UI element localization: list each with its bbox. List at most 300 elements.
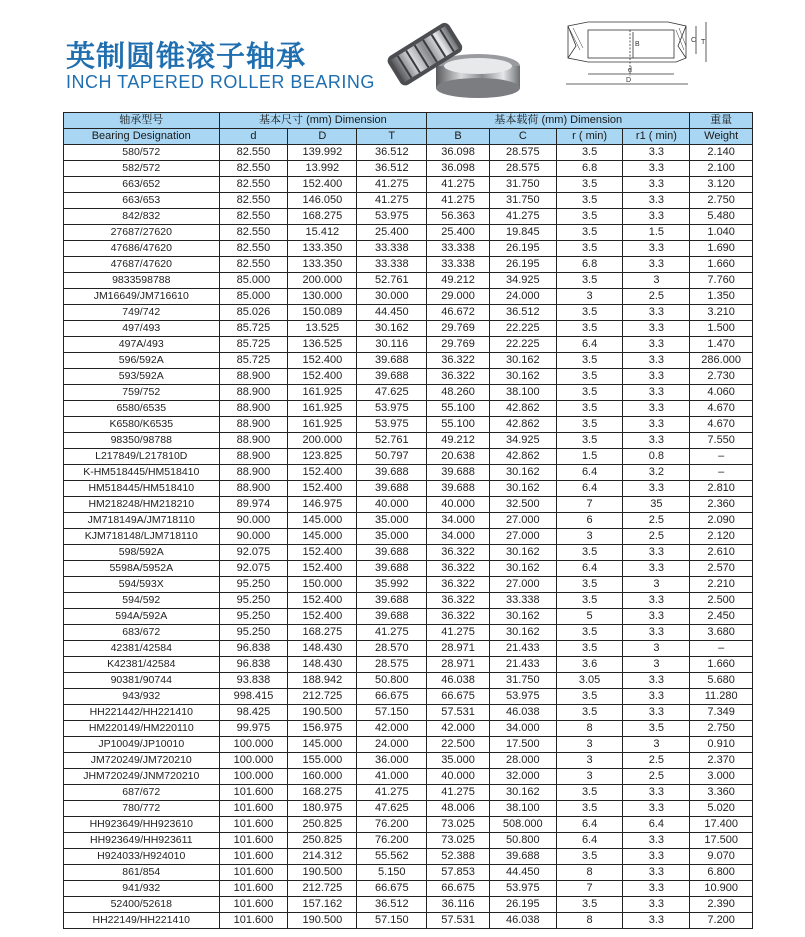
cell-designation: 687/672 xyxy=(64,785,220,801)
cell-C: 28.575 xyxy=(489,145,556,161)
cell-d: 101.600 xyxy=(219,897,288,913)
cell-d: 85.725 xyxy=(219,353,288,369)
table-column-header-row xyxy=(64,129,753,145)
cell-T: 41.275 xyxy=(357,785,427,801)
cell-T: 36.512 xyxy=(357,145,427,161)
bearing-spec-table xyxy=(63,112,753,929)
cell-T: 57.150 xyxy=(357,913,427,929)
cell-B: 57.853 xyxy=(427,865,490,881)
cell-designation: HM218248/HM218210 xyxy=(64,497,220,513)
cell-B: 20.638 xyxy=(427,449,490,465)
cell-designation: 497A/493 xyxy=(64,337,220,353)
cell-C: 27.000 xyxy=(489,529,556,545)
cell-C: 38.100 xyxy=(489,801,556,817)
page-title-chinese: 英制圆锥滚子轴承 xyxy=(66,39,307,73)
cell-C: 44.450 xyxy=(489,865,556,881)
cell-D: 250.825 xyxy=(288,833,357,849)
cell-designation: 582/572 xyxy=(64,161,220,177)
cell-T: 41.275 xyxy=(357,625,427,641)
cell-d: 95.250 xyxy=(219,577,288,593)
cell-r1-min: 3 xyxy=(623,641,690,657)
cell-weight: 17.400 xyxy=(690,817,753,833)
cell-d: 85.725 xyxy=(219,337,288,353)
cell-r1-min: 3.3 xyxy=(623,305,690,321)
cell-weight: 1.690 xyxy=(690,241,753,257)
cell-weight: 3.680 xyxy=(690,625,753,641)
cell-r-min: 3.5 xyxy=(556,785,623,801)
table-row xyxy=(64,145,753,161)
cell-r1-min: 3.2 xyxy=(623,465,690,481)
cell-r-min: 6.4 xyxy=(556,465,623,481)
cell-designation: 941/932 xyxy=(64,881,220,897)
cell-d: 92.075 xyxy=(219,561,288,577)
cell-designation: 749/742 xyxy=(64,305,220,321)
cell-r-min: 3.5 xyxy=(556,369,623,385)
header-dimension-group: 基本尺寸 (mm) Dimension xyxy=(219,113,427,129)
cell-T: 47.625 xyxy=(357,801,427,817)
cell-D: 133.350 xyxy=(288,241,357,257)
cell-D: 139.992 xyxy=(288,145,357,161)
cell-weight: 2.370 xyxy=(690,753,753,769)
cell-T: 33.338 xyxy=(357,241,427,257)
cell-d: 88.900 xyxy=(219,433,288,449)
cell-D: 152.400 xyxy=(288,177,357,193)
table-row xyxy=(64,465,753,481)
cell-weight: 2.730 xyxy=(690,369,753,385)
cell-d: 89.974 xyxy=(219,497,288,513)
cell-D: 150.089 xyxy=(288,305,357,321)
cell-weight: 1.660 xyxy=(690,657,753,673)
cell-designation: L217849/L217810D xyxy=(64,449,220,465)
cell-r1-min: 2.5 xyxy=(623,769,690,785)
cell-B: 29.000 xyxy=(427,289,490,305)
cell-r-min: 3.5 xyxy=(556,417,623,433)
cell-C: 50.800 xyxy=(489,833,556,849)
table-row xyxy=(64,561,753,577)
cell-T: 41.275 xyxy=(357,177,427,193)
cell-D: 146.975 xyxy=(288,497,357,513)
cell-weight: 1.470 xyxy=(690,337,753,353)
cell-r1-min: 2.5 xyxy=(623,529,690,545)
cell-B: 55.100 xyxy=(427,401,490,417)
cell-B: 34.000 xyxy=(427,529,490,545)
cell-T: 52.761 xyxy=(357,433,427,449)
cell-T: 39.688 xyxy=(357,593,427,609)
cell-designation: 596/592A xyxy=(64,353,220,369)
table-row xyxy=(64,737,753,753)
cell-T: 30.116 xyxy=(357,337,427,353)
table-row xyxy=(64,481,753,497)
cell-weight: 5.020 xyxy=(690,801,753,817)
cell-D: 200.000 xyxy=(288,273,357,289)
cell-B: 36.322 xyxy=(427,369,490,385)
cell-C: 28.575 xyxy=(489,161,556,177)
cell-T: 5.150 xyxy=(357,865,427,881)
cell-T: 53.975 xyxy=(357,401,427,417)
cell-B: 52.388 xyxy=(427,849,490,865)
cell-r-min: 6.4 xyxy=(556,833,623,849)
cell-weight: 7.349 xyxy=(690,705,753,721)
cell-designation: JM718149A/JM718110 xyxy=(64,513,220,529)
cell-r1-min: 3.3 xyxy=(623,433,690,449)
cell-r-min: 3.5 xyxy=(556,545,623,561)
cell-d: 101.600 xyxy=(219,865,288,881)
cell-designation: 27687/27620 xyxy=(64,225,220,241)
cell-designation: HM220149/HM220110 xyxy=(64,721,220,737)
cell-r1-min: 3.3 xyxy=(623,321,690,337)
cell-r1-min: 3.3 xyxy=(623,385,690,401)
cell-r1-min: 3.3 xyxy=(623,801,690,817)
cell-weight: 6.800 xyxy=(690,865,753,881)
cell-weight: – xyxy=(690,449,753,465)
cell-r1-min: 3.3 xyxy=(623,913,690,929)
cell-C: 508.000 xyxy=(489,817,556,833)
cell-C: 42.862 xyxy=(489,401,556,417)
cell-C: 36.512 xyxy=(489,305,556,321)
cell-designation: 943/932 xyxy=(64,689,220,705)
table-row xyxy=(64,817,753,833)
cell-D: 152.400 xyxy=(288,353,357,369)
cell-T: 36.000 xyxy=(357,753,427,769)
table-group-header-row xyxy=(64,113,753,129)
cell-designation: 594/592 xyxy=(64,593,220,609)
cell-T: 41.275 xyxy=(357,193,427,209)
table-row xyxy=(64,273,753,289)
cell-B: 39.688 xyxy=(427,465,490,481)
cell-B: 73.025 xyxy=(427,833,490,849)
cell-B: 39.688 xyxy=(427,481,490,497)
cell-d: 85.725 xyxy=(219,321,288,337)
cell-r-min: 3.5 xyxy=(556,353,623,369)
cell-C: 27.000 xyxy=(489,513,556,529)
cell-D: 145.000 xyxy=(288,737,357,753)
table-row xyxy=(64,625,753,641)
cell-r1-min: 3.3 xyxy=(623,593,690,609)
cell-T: 41.000 xyxy=(357,769,427,785)
cell-r1-min: 2.5 xyxy=(623,289,690,305)
cell-r-min: 3.5 xyxy=(556,641,623,657)
cell-r1-min: 3.3 xyxy=(623,257,690,273)
cell-weight: 3.210 xyxy=(690,305,753,321)
cell-designation: K42381/42584 xyxy=(64,657,220,673)
cell-designation: K-HM518445/HM518410 xyxy=(64,465,220,481)
cell-weight: 10.900 xyxy=(690,881,753,897)
cell-d: 82.550 xyxy=(219,193,288,209)
cell-B: 28.971 xyxy=(427,641,490,657)
header-designation-cn: 轴承型号 xyxy=(64,113,220,129)
table-row xyxy=(64,881,753,897)
cell-weight: 2.750 xyxy=(690,721,753,737)
cell-r1-min: 3.3 xyxy=(623,177,690,193)
cell-T: 35.992 xyxy=(357,577,427,593)
cell-r-min: 3.05 xyxy=(556,673,623,689)
cell-T: 50.800 xyxy=(357,673,427,689)
cell-r-min: 3.6 xyxy=(556,657,623,673)
diagram-label-T: T xyxy=(701,39,706,46)
cell-r-min: 3 xyxy=(556,289,623,305)
cell-r-min: 3.5 xyxy=(556,225,623,241)
cell-D: 180.975 xyxy=(288,801,357,817)
cell-weight: 2.390 xyxy=(690,897,753,913)
cell-designation: JHM720249/JNM720210 xyxy=(64,769,220,785)
cell-r1-min: 3 xyxy=(623,657,690,673)
cell-C: 30.162 xyxy=(489,625,556,641)
cell-B: 49.212 xyxy=(427,273,490,289)
cell-r1-min: 3.3 xyxy=(623,209,690,225)
cell-r1-min: 3.3 xyxy=(623,145,690,161)
cell-D: 200.000 xyxy=(288,433,357,449)
cell-D: 190.500 xyxy=(288,705,357,721)
cell-d: 92.075 xyxy=(219,545,288,561)
cell-weight: – xyxy=(690,641,753,657)
cell-T: 39.688 xyxy=(357,481,427,497)
table-row xyxy=(64,865,753,881)
cell-D: 250.825 xyxy=(288,817,357,833)
cell-designation: 594A/592A xyxy=(64,609,220,625)
cell-weight: 0.910 xyxy=(690,737,753,753)
cell-C: 22.225 xyxy=(489,321,556,337)
table-row xyxy=(64,577,753,593)
col-header-D: D xyxy=(288,129,357,145)
cell-r1-min: 2.5 xyxy=(623,753,690,769)
cell-B: 57.531 xyxy=(427,913,490,929)
cell-d: 101.600 xyxy=(219,833,288,849)
cell-T: 39.688 xyxy=(357,465,427,481)
cell-B: 41.275 xyxy=(427,193,490,209)
cell-weight: 1.500 xyxy=(690,321,753,337)
cell-D: 190.500 xyxy=(288,865,357,881)
cell-C: 30.162 xyxy=(489,369,556,385)
cell-C: 39.688 xyxy=(489,849,556,865)
cell-D: 161.925 xyxy=(288,385,357,401)
cell-weight: 2.140 xyxy=(690,145,753,161)
table-row xyxy=(64,433,753,449)
cell-weight: 11.280 xyxy=(690,689,753,705)
cell-B: 66.675 xyxy=(427,689,490,705)
cell-T: 28.575 xyxy=(357,657,427,673)
table-row xyxy=(64,705,753,721)
cell-d: 82.550 xyxy=(219,177,288,193)
cell-B: 56.363 xyxy=(427,209,490,225)
cell-r-min: 3.5 xyxy=(556,193,623,209)
cell-weight: 2.090 xyxy=(690,513,753,529)
cell-weight: 7.760 xyxy=(690,273,753,289)
cell-designation: 47686/47620 xyxy=(64,241,220,257)
cell-B: 36.098 xyxy=(427,161,490,177)
cell-weight: 4.670 xyxy=(690,401,753,417)
col-header-B: B xyxy=(427,129,490,145)
cell-C: 30.162 xyxy=(489,465,556,481)
cell-D: 188.942 xyxy=(288,673,357,689)
table-row xyxy=(64,593,753,609)
table-row xyxy=(64,305,753,321)
cell-weight: 2.500 xyxy=(690,593,753,609)
cell-r-min: 6 xyxy=(556,513,623,529)
cell-r1-min: 3.3 xyxy=(623,705,690,721)
cell-C: 34.925 xyxy=(489,433,556,449)
cell-D: 160.000 xyxy=(288,769,357,785)
cell-r-min: 3.5 xyxy=(556,305,623,321)
cell-B: 28.971 xyxy=(427,657,490,673)
cell-C: 34.925 xyxy=(489,273,556,289)
cell-C: 30.162 xyxy=(489,785,556,801)
cell-d: 90.000 xyxy=(219,513,288,529)
cell-T: 44.450 xyxy=(357,305,427,321)
cell-T: 76.200 xyxy=(357,817,427,833)
cell-d: 82.550 xyxy=(219,209,288,225)
table-row xyxy=(64,753,753,769)
table-row xyxy=(64,545,753,561)
cell-weight: 2.810 xyxy=(690,481,753,497)
cell-r1-min: 3.3 xyxy=(623,161,690,177)
cell-T: 53.975 xyxy=(357,417,427,433)
cell-r1-min: 3.3 xyxy=(623,865,690,881)
cell-r-min: 3.5 xyxy=(556,273,623,289)
cell-r1-min: 3.3 xyxy=(623,193,690,209)
table-row xyxy=(64,849,753,865)
col-header-C: C xyxy=(489,129,556,145)
cell-C: 27.000 xyxy=(489,577,556,593)
cell-B: 36.322 xyxy=(427,545,490,561)
cell-r-min: 3 xyxy=(556,529,623,545)
cell-d: 101.600 xyxy=(219,801,288,817)
cell-r-min: 3.5 xyxy=(556,689,623,705)
cell-d: 101.600 xyxy=(219,849,288,865)
cell-r1-min: 3 xyxy=(623,577,690,593)
cell-designation: 663/653 xyxy=(64,193,220,209)
table-row xyxy=(64,353,753,369)
cell-d: 100.000 xyxy=(219,769,288,785)
cell-designation: HH923649/HH923610 xyxy=(64,817,220,833)
cell-weight: 7.550 xyxy=(690,433,753,449)
cell-r-min: 3.5 xyxy=(556,241,623,257)
cell-r1-min: 2.5 xyxy=(623,513,690,529)
cell-B: 33.338 xyxy=(427,257,490,273)
cell-D: 152.400 xyxy=(288,561,357,577)
cell-d: 101.600 xyxy=(219,785,288,801)
cell-weight: 3.000 xyxy=(690,769,753,785)
cell-r1-min: 3.3 xyxy=(623,401,690,417)
cell-D: 145.000 xyxy=(288,529,357,545)
cell-designation: 5598A/5952A xyxy=(64,561,220,577)
cell-D: 130.000 xyxy=(288,289,357,305)
cell-weight: 1.660 xyxy=(690,257,753,273)
cell-D: 152.400 xyxy=(288,545,357,561)
cell-D: 148.430 xyxy=(288,657,357,673)
cell-designation: 842/832 xyxy=(64,209,220,225)
cell-weight: 286.000 xyxy=(690,353,753,369)
table-row xyxy=(64,241,753,257)
cell-C: 21.433 xyxy=(489,641,556,657)
cell-weight: – xyxy=(690,465,753,481)
cell-d: 95.250 xyxy=(219,625,288,641)
cell-D: 145.000 xyxy=(288,513,357,529)
col-header-weight: Weight xyxy=(690,129,753,145)
table-row xyxy=(64,321,753,337)
cell-designation: HH22149/HH221410 xyxy=(64,913,220,929)
diagram-label-d: d xyxy=(628,67,632,74)
table-row xyxy=(64,177,753,193)
cell-weight: 4.670 xyxy=(690,417,753,433)
cell-designation: 593/592A xyxy=(64,369,220,385)
cell-r1-min: 3.3 xyxy=(623,369,690,385)
cell-r1-min: 3.3 xyxy=(623,625,690,641)
cell-d: 88.900 xyxy=(219,481,288,497)
table-body xyxy=(64,145,753,929)
cell-r1-min: 3.3 xyxy=(623,833,690,849)
cell-B: 36.322 xyxy=(427,561,490,577)
table-row xyxy=(64,657,753,673)
cell-B: 46.038 xyxy=(427,673,490,689)
cell-r-min: 6.4 xyxy=(556,561,623,577)
col-header-r1-min: r1 ( min) xyxy=(623,129,690,145)
cell-C: 22.225 xyxy=(489,337,556,353)
cell-designation: H924033/H924010 xyxy=(64,849,220,865)
cell-d: 998.415 xyxy=(219,689,288,705)
cell-D: 13.525 xyxy=(288,321,357,337)
cell-D: 148.430 xyxy=(288,641,357,657)
cell-designation: 90381/90744 xyxy=(64,673,220,689)
cell-r-min: 3 xyxy=(556,737,623,753)
cell-d: 82.550 xyxy=(219,241,288,257)
cell-B: 73.025 xyxy=(427,817,490,833)
cell-r1-min: 3.3 xyxy=(623,673,690,689)
cell-C: 30.162 xyxy=(489,481,556,497)
cell-r-min: 3 xyxy=(556,769,623,785)
cell-D: 152.400 xyxy=(288,593,357,609)
cell-r1-min: 35 xyxy=(623,497,690,513)
cell-C: 32.500 xyxy=(489,497,556,513)
cell-r1-min: 3.3 xyxy=(623,417,690,433)
cell-B: 48.260 xyxy=(427,385,490,401)
cell-T: 40.000 xyxy=(357,497,427,513)
cell-D: 150.000 xyxy=(288,577,357,593)
cell-designation: 580/572 xyxy=(64,145,220,161)
cell-r-min: 6.4 xyxy=(556,481,623,497)
cell-weight: 2.450 xyxy=(690,609,753,625)
cell-weight: 2.750 xyxy=(690,193,753,209)
table-row xyxy=(64,897,753,913)
cell-designation: 47687/47620 xyxy=(64,257,220,273)
cell-designation: 497/493 xyxy=(64,321,220,337)
diagram-label-D: D xyxy=(626,77,632,84)
table-row xyxy=(64,529,753,545)
col-header-r-min: r ( min) xyxy=(556,129,623,145)
cell-D: 136.525 xyxy=(288,337,357,353)
cell-D: 123.825 xyxy=(288,449,357,465)
cell-designation: 594/593X xyxy=(64,577,220,593)
cell-d: 85.000 xyxy=(219,289,288,305)
cell-B: 46.672 xyxy=(427,305,490,321)
cell-r-min: 3.5 xyxy=(556,401,623,417)
cell-C: 53.975 xyxy=(489,689,556,705)
table-row xyxy=(64,401,753,417)
cell-C: 24.000 xyxy=(489,289,556,305)
cell-C: 31.750 xyxy=(489,193,556,209)
cell-d: 100.000 xyxy=(219,737,288,753)
cell-D: 152.400 xyxy=(288,481,357,497)
cell-weight: 3.360 xyxy=(690,785,753,801)
cell-D: 146.050 xyxy=(288,193,357,209)
cell-T: 66.675 xyxy=(357,881,427,897)
cell-T: 39.688 xyxy=(357,561,427,577)
cell-D: 152.400 xyxy=(288,609,357,625)
cell-C: 34.000 xyxy=(489,721,556,737)
cell-weight: 2.610 xyxy=(690,545,753,561)
cell-B: 36.098 xyxy=(427,145,490,161)
cell-T: 55.562 xyxy=(357,849,427,865)
cell-D: 133.350 xyxy=(288,257,357,273)
